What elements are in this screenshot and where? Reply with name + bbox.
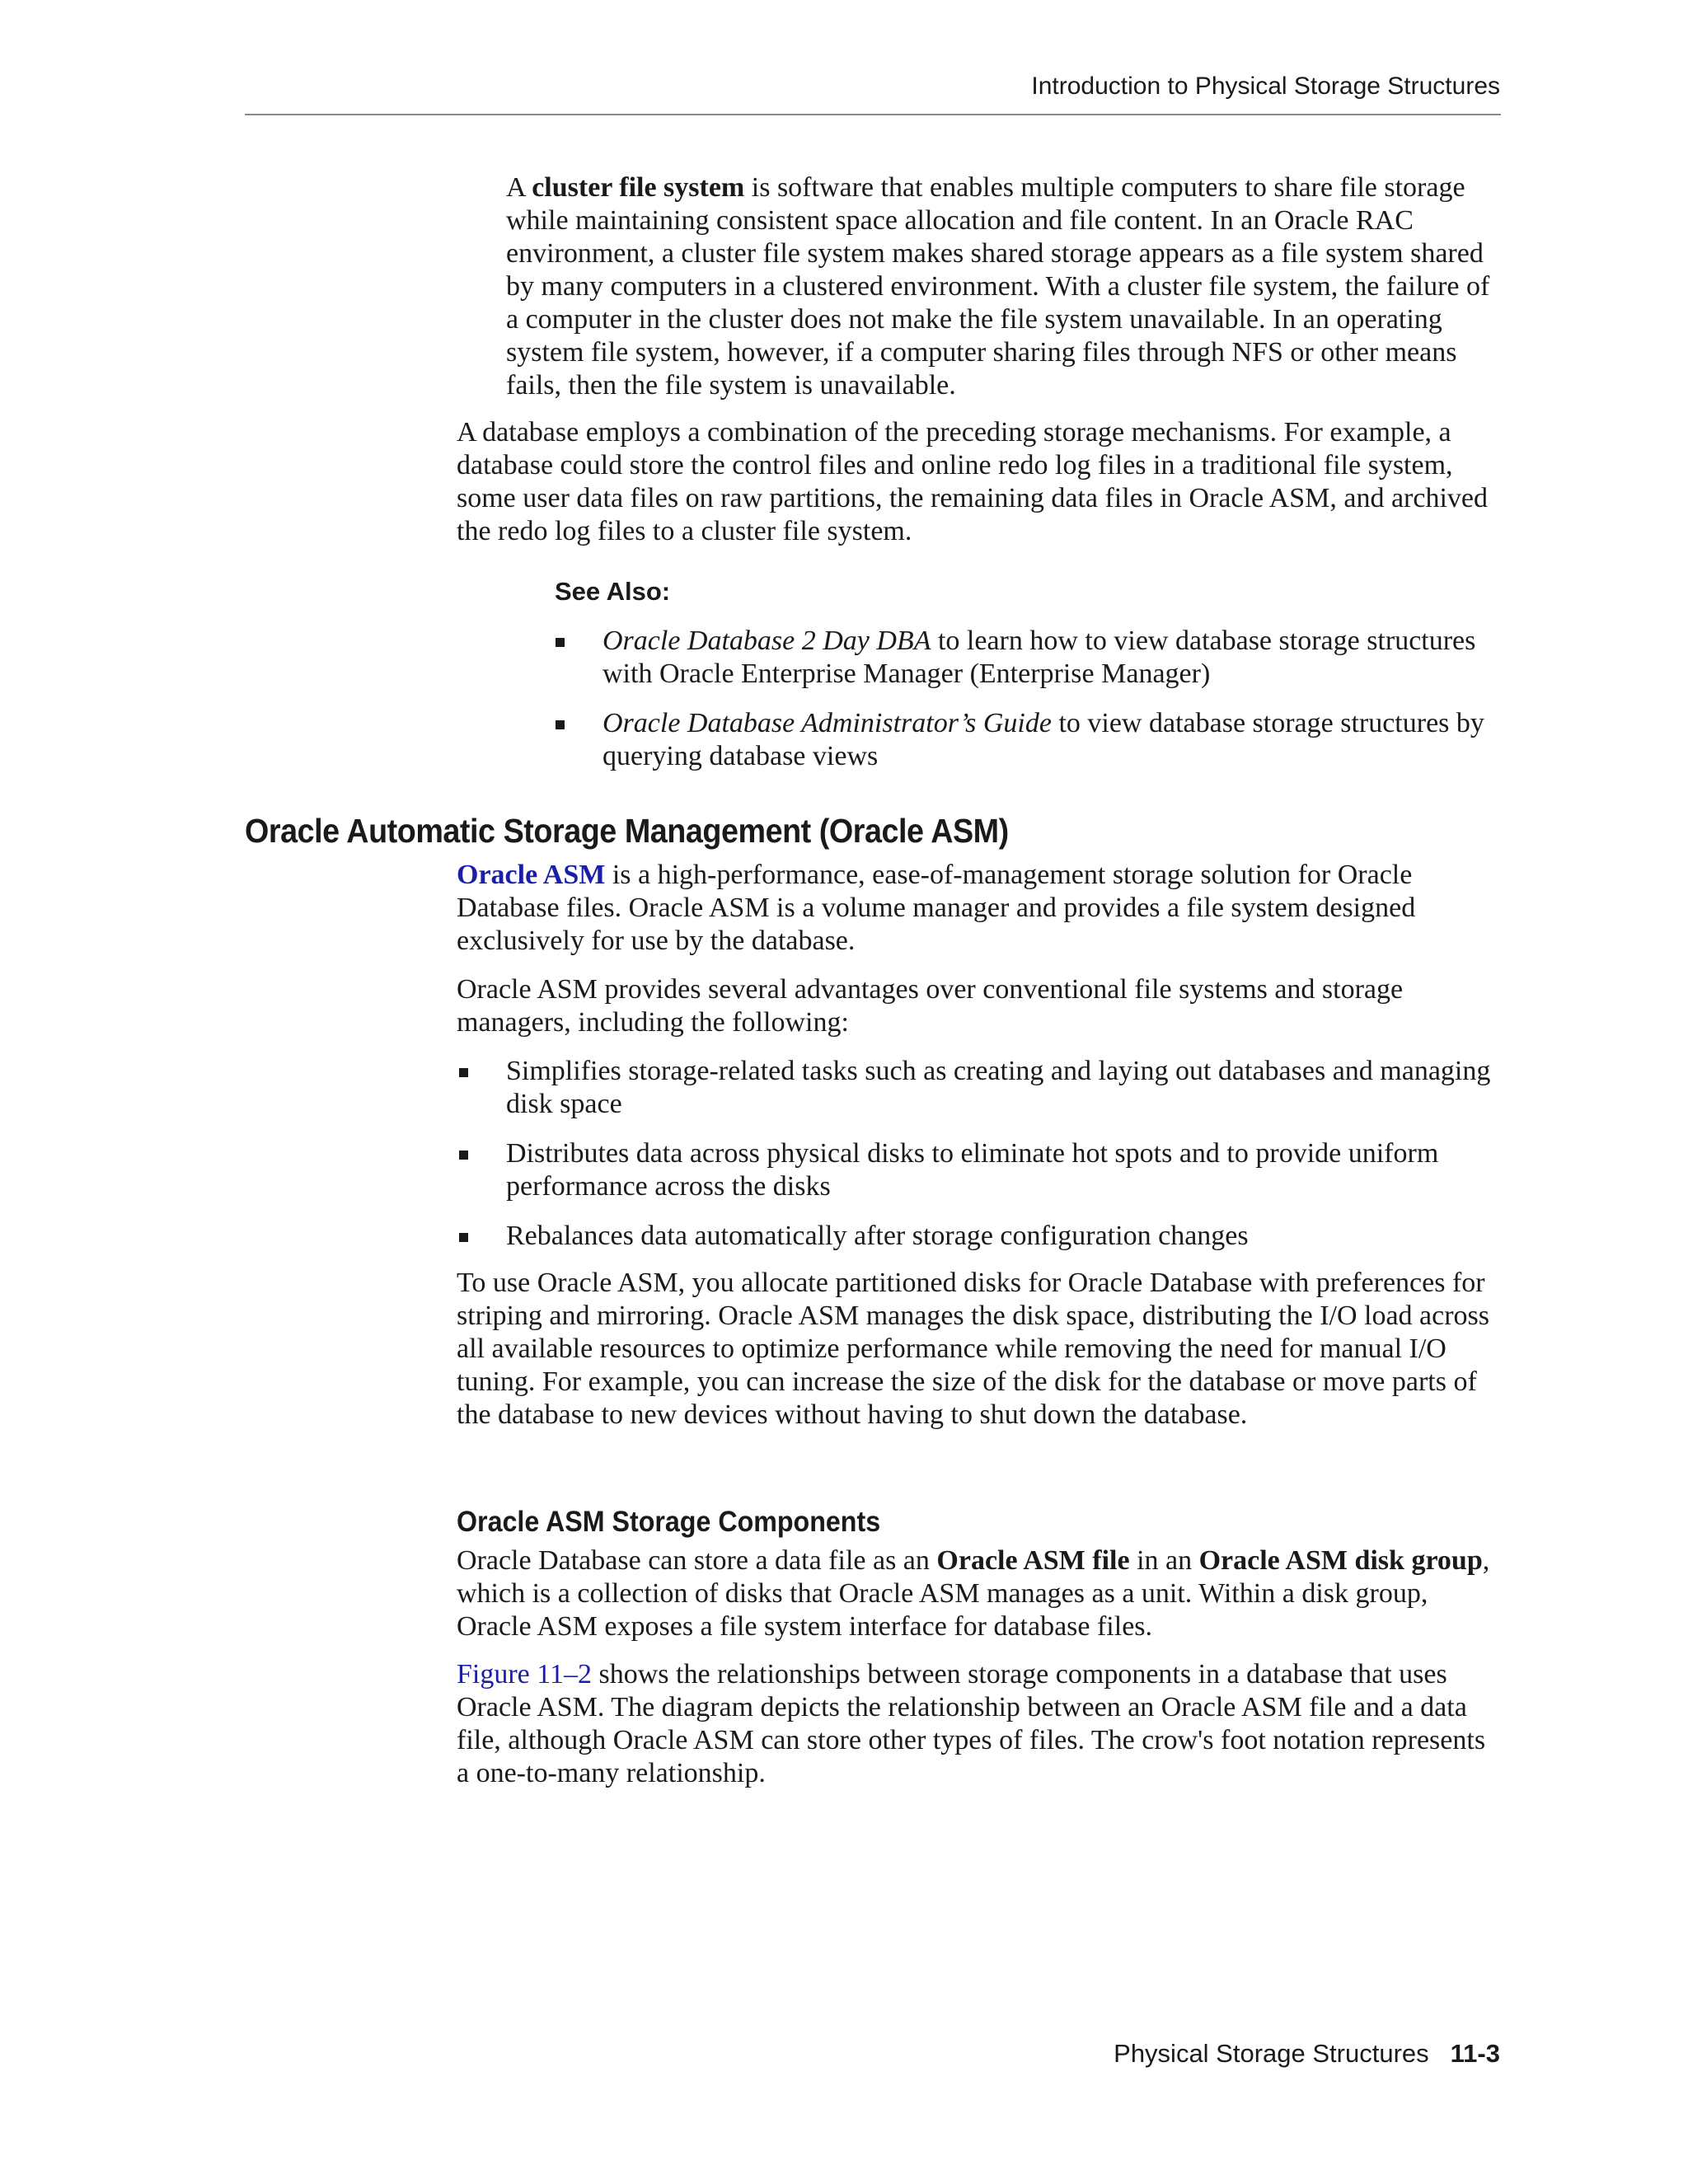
combination-paragraph: A database employs a combination of the preceding storage mechanisms. For example, a database could store the control files and online redo log files in a traditional file system, some user data files on raw partitions, the remaining data files in Oracle ASM, and archived the redo log files to a cluster file system. <box>457 417 1489 546</box>
advantage-item <box>506 1137 1503 1203</box>
bullet-icon <box>459 1233 468 1242</box>
oracle-asm-link[interactable]: Oracle ASM <box>457 860 606 890</box>
see-also-book-title[interactable]: Oracle Database Administrator’s Guide <box>603 708 1052 738</box>
components-paragraph-2 <box>457 1658 1503 1790</box>
asm-intro-rest: is a high-performance, ease-of-management storage solution for Oracle Database files. Oracle ASM is a volume manager and provides a file system designed exclusively for use by the database. <box>457 860 1416 956</box>
asm-intro-paragraph <box>457 859 1503 958</box>
bullet-icon <box>556 720 565 729</box>
header-rule <box>245 114 1501 115</box>
cluster-rest: is software that enables multiple computers to share file storage while maintaining consistent space allocation and file content. In an Oracle RAC environment, a cluster file system makes shared storage appears as a file system shared by many computers in a clustered environment. With a cluster file system, the failure of a computer in the cluster does not make the file system unavailable. In an operating system file system, however, if a computer sharing files through NFS or other means fails, then the file system is unavailable. <box>506 172 1490 401</box>
section-heading-components: Oracle ASM Storage Components <box>457 1506 881 1538</box>
cluster-file-system-paragraph <box>506 171 1503 402</box>
asm-advantages-intro: Oracle ASM provides several advantages over conventional file systems and storage managers, including the following: <box>457 974 1404 1038</box>
bullet-icon <box>459 1151 468 1160</box>
see-also-text: to view database storage structures by querying database views <box>603 708 1484 771</box>
advantage-text: Rebalances data automatically after storage configuration changes <box>506 1221 1249 1251</box>
advantage-item <box>506 1220 1503 1253</box>
see-also-text: to learn how to view database storage structures with Oracle Enterprise Manager (Enterprise Manager) <box>603 626 1476 689</box>
see-also-item <box>603 625 1501 691</box>
cluster-lead: A <box>506 172 532 203</box>
components-paragraph-1 <box>457 1544 1503 1643</box>
running-header: Introduction to Physical Storage Structures <box>1031 73 1500 100</box>
page-footer <box>1114 2039 1500 2069</box>
bullet-icon <box>556 638 565 647</box>
see-also-list <box>603 625 1501 773</box>
figure-11-2-link[interactable]: Figure 11–2 <box>457 1659 593 1690</box>
asm-file-term: Oracle ASM file <box>936 1545 1130 1576</box>
see-also-book-title[interactable]: Oracle Database 2 Day DBA <box>603 626 931 656</box>
components-text-b: in an <box>1129 1545 1199 1576</box>
section-heading-asm: Oracle Automatic Storage Management (Oracle ASM) <box>245 812 1009 850</box>
advantage-item <box>506 1055 1503 1121</box>
bullet-icon <box>459 1068 468 1077</box>
asm-usage-paragraph: To use Oracle ASM, you allocate partitioned disks for Oracle Database with preferences for striping and mirroring. Oracle ASM manages the disk space, distributing the I/O load across all available resources to optimize performance while removing the need for manual I/O tuning. For example, you can increase the size of the disk for the database or move parts of the database to new devices without having to shut down the database. <box>457 1268 1490 1430</box>
asm-advantages-list <box>506 1055 1503 1253</box>
advantage-text: Simplifies storage-related tasks such as creating and laying out databases and managing disk space <box>506 1056 1491 1119</box>
asm-disk-group-term: Oracle ASM disk group <box>1198 1545 1483 1576</box>
footer-title: Physical Storage Structures <box>1114 2039 1429 2068</box>
components-text-c: , which is a collection of disks that Oracle ASM manages as a unit. Within a disk group, Oracle ASM exposes a file system interface for database files. <box>457 1545 1490 1642</box>
see-also-title: See Also: <box>555 577 671 606</box>
advantage-text: Distributes data across physical disks to eliminate hot spots and to provide uniform performance across the disks <box>506 1138 1439 1202</box>
page-number: 11-3 <box>1450 2039 1500 2068</box>
components-p2-rest: shows the relationships between storage components in a database that uses Oracle ASM. The diagram depicts the relationship between an Oracle ASM file and a data file, although Oracle ASM can store other types of files. The crow's foot notation represents a one-to-many relationship. <box>457 1659 1486 1788</box>
see-also-item <box>603 707 1501 773</box>
components-text-a: Oracle Database can store a data file as an <box>457 1545 937 1576</box>
cluster-term: cluster file system <box>532 172 745 203</box>
